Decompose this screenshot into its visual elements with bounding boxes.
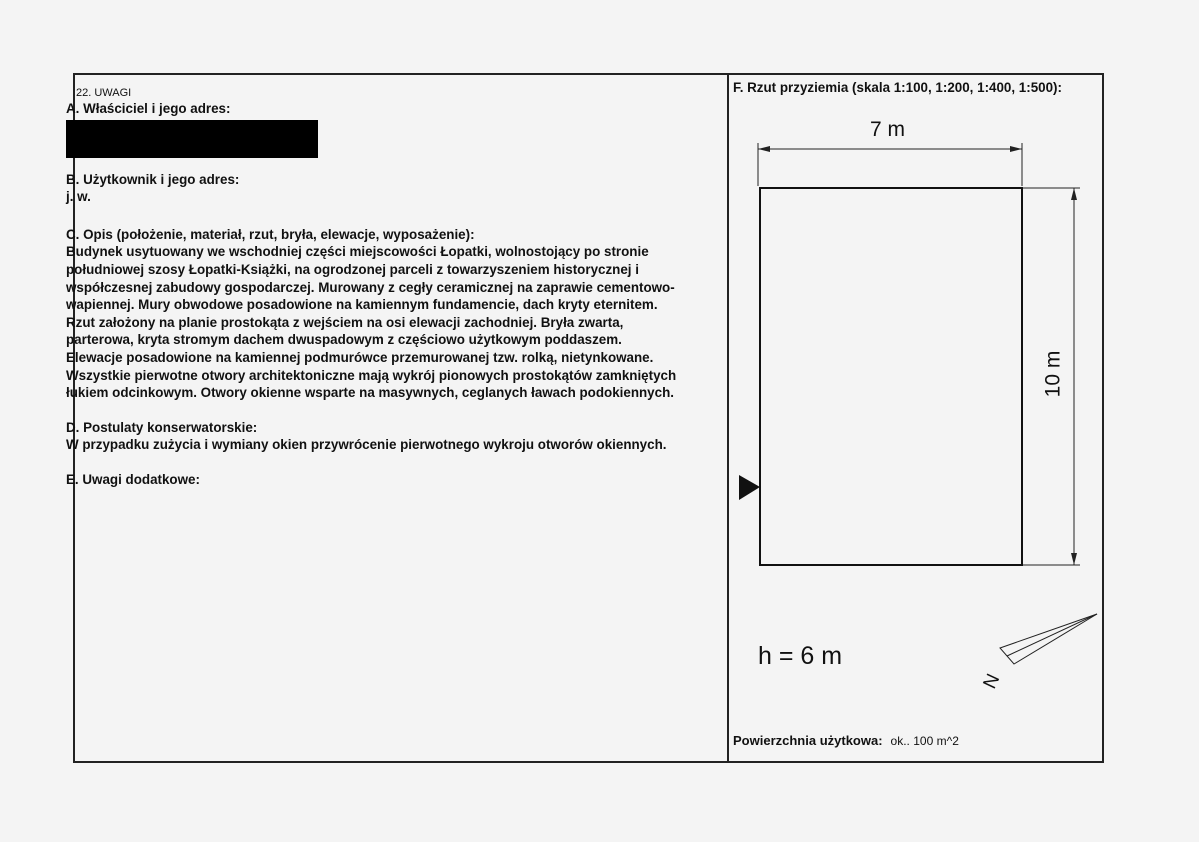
description-line: parterowa, kryta stromym dachem dwuspadowym z częściowo użytkowym poddaszem. bbox=[66, 332, 622, 348]
width-dimension-line bbox=[758, 143, 1022, 186]
description-line: Rzut założony na planie prostokąta z wejściem na osi elewacji zachodniej. Bryła zwarta, bbox=[66, 314, 624, 330]
description-heading: C. Opis (położenie, materiał, rzut, bryła, elewacje, wyposażenie): bbox=[66, 226, 475, 242]
user-text: j. w. bbox=[66, 189, 91, 205]
description-line: łukiem odcinkowym. Otwory okienne wsparte na masywnych, ceglanych ławach podokiennych. bbox=[66, 385, 674, 401]
additional-remarks-heading: E. Uwagi dodatkowe: bbox=[66, 471, 200, 487]
floor-plan-title: F. Rzut przyziemia (skala 1:100, 1:200, 1:400, 1:500): bbox=[733, 80, 1062, 95]
north-label: N bbox=[979, 670, 1005, 693]
section-number-label: 22. UWAGI bbox=[76, 87, 132, 99]
description-line: wapiennej. Mury obwodowe posadowione na kamiennym fundamencie, dach kryty eternitem. bbox=[66, 297, 658, 313]
conservation-text: W przypadku zużycia i wymiany okien przywrócenie pierwotnego wykroju otworów okiennych. bbox=[66, 437, 667, 453]
usable-area-value: ok.. 100 m^2 bbox=[890, 734, 959, 748]
user-heading: B. Użytkownik i jego adres: bbox=[66, 171, 240, 187]
usable-area-row bbox=[733, 733, 959, 748]
description-line: Budynek usytuowany we wschodniej części miejscowości Łopatki, wolnostojący po stronie bbox=[66, 244, 649, 260]
conservation-heading: D. Postulaty konserwatorskie: bbox=[66, 419, 258, 435]
building-height-label: h = 6 m bbox=[758, 642, 843, 670]
entrance-arrow-icon bbox=[739, 475, 760, 500]
north-arrow-icon bbox=[1000, 614, 1097, 664]
description-line: Wszystkie pierwotne otwory architektoniczne mają wykrój pionowych prostokątów zamkniętych bbox=[66, 367, 677, 383]
owner-heading: A. Właściciel i jego adres: bbox=[66, 101, 231, 116]
description-line: południowej szosy Łopatki-Książki, na ogrodzonej parceli z towarzyszeniem historycznej i bbox=[66, 261, 639, 277]
description-line: Elewacje posadowione na kamiennej podmurówce przemurowanej tzw. rolką, nietynkowane. bbox=[66, 349, 654, 365]
length-dimension-label: 10 m bbox=[1041, 350, 1065, 398]
building-outline bbox=[760, 188, 1022, 565]
description-line: współczesnej zabudowy gospodarczej. Murowany z cegły ceramicznej na zaprawie cementowo- bbox=[66, 279, 675, 295]
usable-area-label: Powierzchnia użytkowa: bbox=[733, 733, 883, 748]
width-dimension-label: 7 m bbox=[870, 118, 906, 141]
